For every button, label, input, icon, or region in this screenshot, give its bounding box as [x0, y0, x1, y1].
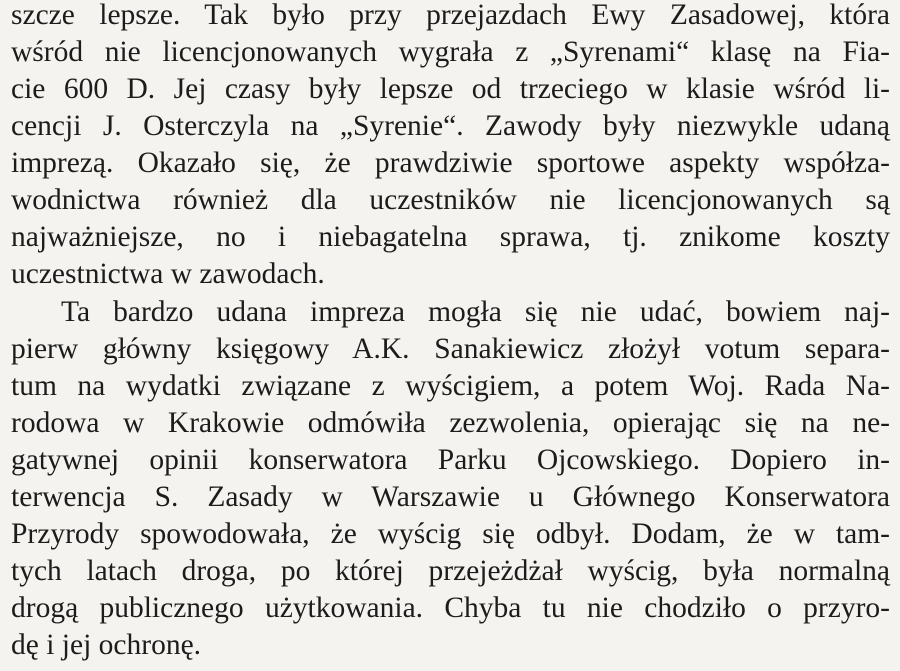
text-line: terwencja S. Zasady w Warszawie u Głównego Konserwatora	[11, 481, 890, 513]
text-line: wśród nie licencjonowanych wygrała z „Syrenami“ klasę na Fia-	[11, 36, 890, 68]
text-line: najważniejsze, no i niebagatelna sprawa, tj. znikome koszty	[11, 221, 890, 253]
text-line: pierw główny księgowy A.K. Sanakiewicz złożył votum separa-	[11, 333, 890, 365]
text-line: Przyrody spowodowała, że wyścig się odbył. Dodam, że w tam-	[11, 518, 890, 550]
text-line: dę i jej ochronę.	[11, 629, 202, 661]
text-line: tum na wydatki związane z wyścigiem, a potem Woj. Rada Na-	[11, 370, 890, 402]
text-line: Ta bardzo udana impreza mogła się nie udać, bowiem naj-	[61, 296, 890, 328]
text-line: imprezą. Okazało się, że prawdziwie sportowe aspekty współza-	[11, 147, 890, 179]
text-line: szcze lepsze. Tak było przy przejazdach Ewy Zasadowej, która	[11, 0, 890, 31]
text-line: gatywnej opinii konserwatora Parku Ojcowskiego. Dopiero in-	[11, 444, 890, 476]
text-line: cie 600 D. Jej czasy były lepsze od trzeciego w klasie wśród li-	[11, 73, 890, 105]
text-line: wodnictwa również dla uczestników nie licencjonowanych są	[11, 184, 890, 216]
text-line: rodowa w Krakowie odmówiła zezwolenia, opierając się na ne-	[11, 407, 890, 439]
text-line: uczestnictwa w zawodach.	[11, 258, 325, 290]
text-line: drogą publicznego użytkowania. Chyba tu nie chodziło o przyro-	[11, 592, 890, 624]
text-line: tych latach droga, po której przejeżdżał wyścig, była normalną	[11, 555, 890, 587]
text-line: cencji J. Osterczyla na „Syrenie“. Zawody były niezwykle udaną	[11, 110, 890, 142]
